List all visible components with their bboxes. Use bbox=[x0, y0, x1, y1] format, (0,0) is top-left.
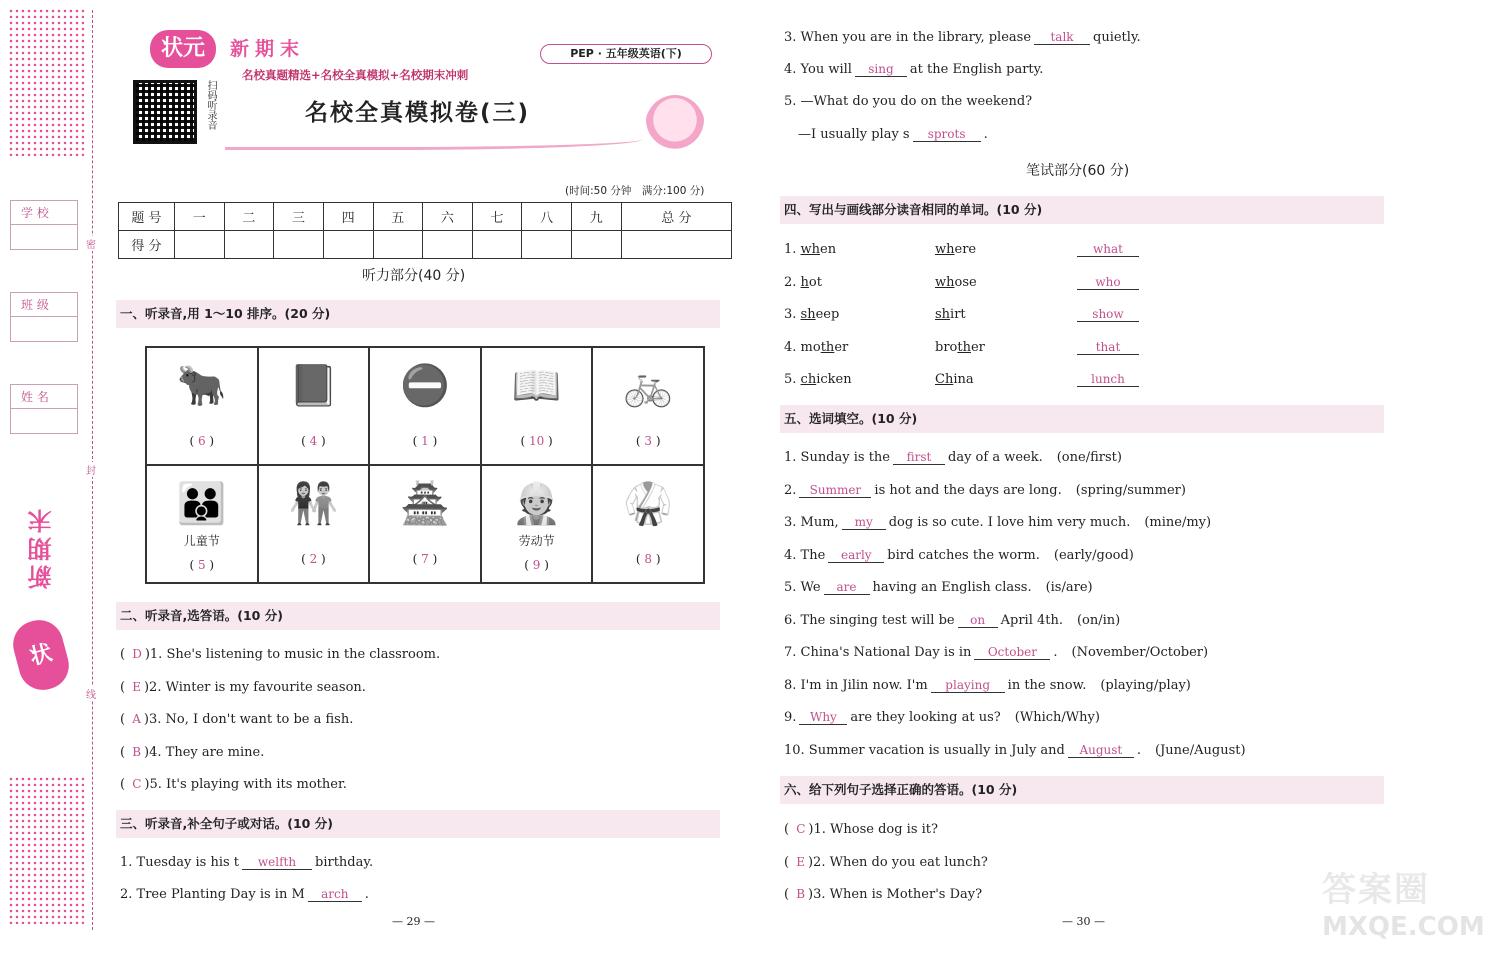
underlined-part: wh bbox=[800, 242, 821, 257]
underlined-part: th bbox=[820, 339, 835, 355]
word-choice-row bbox=[784, 515, 1211, 530]
choice-text: )3. No, I don't want to be a fish. bbox=[143, 712, 354, 727]
tiananmen-icon: 🏯 bbox=[400, 481, 450, 527]
underlined-part: Ch bbox=[935, 372, 954, 387]
sentence-text: bird catches the worm. bbox=[887, 547, 1040, 563]
picture-answer[interactable]: ( 5 ) bbox=[189, 558, 215, 572]
word-options: (November/October) bbox=[1071, 645, 1209, 660]
choice-text: )3. When is Mother's Day? bbox=[808, 887, 983, 902]
fill-blank[interactable]: sing bbox=[855, 62, 907, 77]
sentence-text: are they looking at us? bbox=[850, 710, 1001, 725]
choice-answer[interactable]: C bbox=[796, 822, 806, 836]
picture-answer-value: 2 bbox=[309, 552, 318, 566]
word-blank[interactable]: early bbox=[828, 548, 884, 563]
choice-row: ( A )3. No, I don't want to be a fish. bbox=[120, 712, 354, 727]
fill-blank[interactable]: arch bbox=[308, 887, 362, 902]
fill-blank[interactable]: welfth bbox=[242, 855, 312, 870]
score-cell: 九 bbox=[572, 203, 622, 231]
phonics-word bbox=[935, 372, 974, 387]
score-cell: 六 bbox=[423, 203, 473, 231]
listening-title: 听力部分(40 分) bbox=[362, 268, 466, 284]
picture-cell bbox=[481, 347, 593, 465]
picture-answer[interactable]: ( 4 ) bbox=[301, 434, 326, 448]
sentence-text: having an English class. bbox=[872, 580, 1032, 595]
word-blank[interactable]: on bbox=[958, 613, 998, 628]
score-input[interactable] bbox=[472, 231, 522, 259]
phonics-answer[interactable]: that bbox=[1077, 340, 1139, 355]
sentence-text: . bbox=[1136, 742, 1142, 758]
word-blank[interactable]: my bbox=[842, 515, 886, 530]
score-input[interactable] bbox=[522, 231, 572, 259]
choice-row: ( B )3. When is Mother's Day? bbox=[784, 887, 983, 902]
phonics-answer[interactable]: what bbox=[1077, 242, 1139, 257]
workers-icon: 👷 bbox=[511, 481, 562, 527]
fill-row bbox=[784, 94, 1032, 109]
picture-label: 儿童节 bbox=[183, 534, 220, 548]
picture-answer-value: 6 bbox=[197, 434, 206, 448]
word-blank[interactable]: October bbox=[974, 645, 1050, 660]
vertical-brand: 新期末 bbox=[28, 505, 56, 589]
picture-answer[interactable]: ( 1 ) bbox=[412, 434, 438, 448]
picture-answer[interactable]: ( 2 ) bbox=[301, 552, 326, 566]
score-input[interactable] bbox=[224, 231, 274, 259]
picture-answer[interactable]: ( 7 ) bbox=[412, 552, 438, 566]
phonics-answer[interactable]: lunch bbox=[1077, 372, 1139, 387]
phonics-word bbox=[935, 307, 966, 322]
word-options: (spring/summer) bbox=[1075, 482, 1186, 498]
fill-text: 5. —What do you do on the weekend? bbox=[784, 94, 1033, 109]
title-underline bbox=[225, 132, 643, 150]
picture-answer[interactable]: ( 3 ) bbox=[635, 434, 661, 448]
sentence-text: 2. bbox=[784, 482, 797, 498]
score-label: 得 分 bbox=[119, 231, 175, 259]
taichi-icon: 🥋 bbox=[623, 481, 674, 527]
picture-grid bbox=[145, 346, 705, 584]
score-cell: 一 bbox=[175, 203, 225, 231]
choice-text: )2. Winter is my favourite season. bbox=[143, 679, 366, 695]
choice-text: )1. Whose dog is it? bbox=[808, 822, 938, 837]
picture-label: 劳动节 bbox=[518, 534, 555, 548]
school-box[interactable] bbox=[10, 200, 78, 250]
picture-answer-value: 3 bbox=[644, 434, 652, 448]
word-blank[interactable]: playing bbox=[931, 678, 1005, 693]
phonics-answer[interactable]: show bbox=[1077, 307, 1139, 322]
fill-blank[interactable]: sprots bbox=[913, 127, 981, 142]
sentence-text: . bbox=[1053, 645, 1058, 660]
mascot-icon bbox=[645, 95, 705, 157]
name-label: 姓 名 bbox=[11, 385, 77, 409]
margin-dots-bottom bbox=[8, 776, 84, 924]
picture-answer[interactable]: ( 10 ) bbox=[520, 434, 553, 448]
score-cell: 题 号 bbox=[119, 203, 175, 231]
sentence-text: 7. China's National Day is in bbox=[784, 645, 972, 660]
item-number: 1. bbox=[784, 242, 797, 257]
word-part: bro bbox=[935, 339, 958, 355]
phonics-answer[interactable]: who bbox=[1077, 275, 1139, 290]
picture-cell bbox=[258, 465, 370, 583]
choice-row: ( B )4. They are mine. bbox=[120, 744, 265, 760]
picture-answer-value: 5 bbox=[197, 558, 206, 572]
word-options: (one/first) bbox=[1056, 450, 1122, 465]
school-label: 学 校 bbox=[11, 201, 77, 225]
time-info: (时间:50 分钟 满分:100 分) bbox=[565, 185, 705, 197]
choice-answer[interactable]: D bbox=[132, 647, 142, 661]
choice-answer[interactable]: B bbox=[796, 887, 806, 901]
fill-text: 2. Tree Planting Day is in M bbox=[120, 887, 305, 902]
score-input[interactable] bbox=[323, 231, 373, 259]
picture-answer-value: 10 bbox=[528, 434, 545, 448]
picture-answer[interactable]: ( 9 ) bbox=[524, 558, 549, 572]
word-blank[interactable]: Why bbox=[799, 710, 847, 725]
score-table-input-row bbox=[119, 231, 732, 259]
slogan: 名校真题精选+名校全真模拟+名校期末冲刺 bbox=[242, 68, 469, 82]
underlined-part: wh bbox=[935, 274, 955, 290]
score-cell: 八 bbox=[522, 203, 572, 231]
word-part: ere bbox=[954, 242, 977, 257]
underlined-part: sh bbox=[935, 307, 951, 322]
name-box[interactable] bbox=[10, 384, 78, 434]
fill-text: 4. You will bbox=[784, 62, 852, 77]
cut-mark-3: 线 bbox=[86, 686, 96, 701]
no-uturn-sign-icon: ⛔ bbox=[400, 363, 450, 409]
sentence-text: in the snow. bbox=[1007, 677, 1087, 693]
score-input[interactable] bbox=[175, 231, 225, 259]
picture-cell bbox=[369, 347, 481, 465]
parents-icon: 👫 bbox=[288, 481, 339, 527]
page-number-right: — 30 — bbox=[1062, 915, 1105, 928]
score-table bbox=[118, 202, 732, 259]
sentence-text: 3. Mum, bbox=[784, 515, 839, 530]
fill-row bbox=[784, 62, 1043, 77]
score-input[interactable] bbox=[274, 231, 324, 259]
word-blank[interactable]: first bbox=[893, 450, 945, 465]
section-4-header: 四、写出与画线部分读音相同的单词。(10 分) bbox=[780, 196, 1384, 224]
section-2-header: 二、听录音,选答语。(10 分) bbox=[116, 602, 720, 630]
section-5-header: 五、选词填空。(10 分) bbox=[780, 405, 1384, 433]
class-label: 班 级 bbox=[11, 293, 77, 317]
phonics-answer-row bbox=[1074, 372, 1142, 387]
section-6-header: 六、给下列句子选择正确的答语。(10 分) bbox=[780, 776, 1384, 804]
ox-icon: 🐂 bbox=[176, 363, 227, 409]
word-choice-row bbox=[784, 710, 1100, 725]
picture-answer-value: 1 bbox=[421, 434, 429, 448]
phonics-answer-row bbox=[1074, 340, 1142, 355]
underlined-part: th bbox=[957, 339, 971, 355]
section-1-header: 一、听录音,用 1～10 排序。(20 分) bbox=[116, 300, 720, 328]
series-name: 新期末 bbox=[230, 38, 306, 60]
cut-mark-1: 密 bbox=[86, 236, 96, 251]
sentence-text: April 4th. bbox=[1000, 612, 1063, 628]
fill-text: —I usually play s bbox=[798, 127, 910, 142]
word-part: eep bbox=[815, 307, 840, 322]
score-cell: 七 bbox=[472, 203, 522, 231]
score-cell: 总 分 bbox=[621, 203, 731, 231]
word-choice-row bbox=[784, 450, 1122, 465]
fill-text: 3. When you are in the library, please bbox=[784, 30, 1032, 45]
fill-row bbox=[784, 30, 1141, 45]
sentence-text: is hot and the days are long. bbox=[874, 482, 1062, 498]
choice-row: ( C )5. It's playing with its mother. bbox=[120, 777, 347, 792]
sentence-text: 8. I'm in Jilin now. I'm bbox=[784, 677, 928, 693]
class-box[interactable] bbox=[10, 292, 78, 342]
choice-text: )5. It's playing with its mother. bbox=[144, 777, 347, 792]
phonics-word bbox=[935, 340, 985, 355]
word-choice-row bbox=[784, 678, 1191, 693]
word-blank[interactable]: are bbox=[824, 580, 870, 595]
picture-cell bbox=[369, 465, 481, 583]
phonics-word bbox=[935, 242, 976, 257]
word-choice-row bbox=[784, 580, 1093, 595]
picture-answer[interactable]: ( 8 ) bbox=[635, 552, 661, 566]
scan-label: 扫码听录音 bbox=[205, 80, 216, 130]
sentence-text: 6. The singing test will be bbox=[784, 612, 955, 628]
fill-text: . bbox=[364, 887, 369, 902]
choice-text: )2. When do you eat lunch? bbox=[807, 854, 988, 870]
sentence-text: 9. bbox=[784, 710, 797, 725]
word-choice-row bbox=[784, 645, 1208, 660]
score-input[interactable] bbox=[621, 231, 731, 259]
score-input[interactable] bbox=[572, 231, 622, 259]
fill-blank[interactable]: talk bbox=[1034, 30, 1090, 45]
word-part: ose bbox=[954, 274, 977, 290]
qr-code-icon[interactable] bbox=[133, 80, 197, 144]
word-options: (playing/play) bbox=[1100, 677, 1191, 693]
choice-row: ( E )2. Winter is my favourite season. bbox=[120, 679, 366, 695]
fill-text: . bbox=[983, 127, 988, 142]
reading-girl-icon: 📖 bbox=[511, 363, 562, 409]
word-choice-row bbox=[784, 743, 1246, 758]
score-input[interactable] bbox=[373, 231, 423, 259]
phonics-word bbox=[784, 242, 836, 257]
choice-answer[interactable]: E bbox=[132, 679, 141, 694]
word-choice-row bbox=[784, 548, 1134, 563]
picture-answer-value: 4 bbox=[309, 434, 318, 448]
choice-answer[interactable]: B bbox=[132, 744, 142, 759]
edition-badge: PEP · 五年级英语(下) bbox=[540, 44, 712, 64]
sentence-text: 4. The bbox=[784, 547, 826, 563]
underlined-part: sh bbox=[800, 307, 816, 322]
phonics-answer-row bbox=[1074, 307, 1142, 322]
choice-text: )4. They are mine. bbox=[144, 744, 265, 760]
item-number: 5. bbox=[784, 372, 797, 387]
word-options: (June/August) bbox=[1155, 742, 1246, 758]
fill-text: birthday. bbox=[315, 855, 374, 870]
watermark-top: 答案圈 bbox=[1322, 870, 1430, 910]
sentence-text: dog is so cute. I love him very much. bbox=[888, 515, 1131, 530]
picture-answer-value: 7 bbox=[421, 552, 429, 566]
choice-row: ( E )2. When do you eat lunch? bbox=[784, 854, 988, 870]
word-part: en bbox=[820, 242, 837, 257]
choice-answer[interactable]: C bbox=[132, 777, 142, 791]
phonics-word bbox=[935, 275, 977, 290]
word-part: icken bbox=[816, 372, 852, 387]
fill-row bbox=[798, 127, 988, 142]
choice-row: ( D )1. She's listening to music in the classroom. bbox=[120, 647, 441, 662]
word-options: (mine/my) bbox=[1144, 515, 1212, 530]
word-options: (Which/Why) bbox=[1014, 710, 1100, 725]
sentence-text: 10. Summer vacation is usually in July and bbox=[784, 742, 1065, 758]
choice-row: ( C )1. Whose dog is it? bbox=[784, 822, 938, 837]
word-part: er bbox=[834, 339, 849, 355]
section-3-header: 三、听录音,补全句子或对话。(10 分) bbox=[116, 810, 720, 838]
underlined-part: ch bbox=[800, 372, 817, 387]
page-number-left: — 29 — bbox=[392, 915, 435, 928]
word-options: (on/in) bbox=[1076, 612, 1121, 628]
picture-cell bbox=[258, 347, 370, 465]
picture-answer[interactable]: ( 6 ) bbox=[189, 434, 215, 448]
writing-title: 笔试部分(60 分) bbox=[1026, 163, 1130, 179]
word-blank[interactable]: Summer bbox=[799, 483, 871, 498]
word-options: (early/good) bbox=[1053, 547, 1134, 563]
picture-answer-value: 8 bbox=[644, 552, 652, 566]
cut-mark-2: 封 bbox=[86, 462, 96, 477]
phonics-word bbox=[784, 372, 852, 387]
fill-text: at the English party. bbox=[909, 62, 1044, 77]
score-input[interactable] bbox=[423, 231, 473, 259]
choice-answer[interactable]: A bbox=[132, 712, 141, 726]
picture-cell bbox=[146, 465, 258, 583]
score-cell: 五 bbox=[373, 203, 423, 231]
watermark-bottom: MXQE.COM bbox=[1322, 912, 1485, 942]
underlined-part: h bbox=[800, 274, 809, 290]
word-choice-row bbox=[784, 483, 1186, 498]
english-book-icon: 📕 bbox=[288, 363, 339, 409]
word-choice-row bbox=[784, 613, 1120, 628]
word-part: irt bbox=[950, 307, 966, 322]
sentence-text: 5. We bbox=[784, 580, 821, 595]
choice-text: )1. She's listening to music in the classroom. bbox=[144, 647, 441, 662]
phonics-word bbox=[784, 307, 839, 322]
underlined-part: wh bbox=[935, 242, 955, 257]
fill-row bbox=[120, 855, 373, 870]
fill-text: quietly. bbox=[1093, 30, 1141, 45]
phonics-word bbox=[784, 275, 822, 290]
score-cell: 二 bbox=[224, 203, 274, 231]
phonics-answer-row bbox=[1074, 275, 1142, 290]
children-group-icon: 👪 bbox=[176, 481, 227, 527]
page-title: 名校全真模拟卷(三) bbox=[305, 100, 531, 126]
fill-row bbox=[120, 887, 369, 902]
score-cell: 三 bbox=[274, 203, 324, 231]
item-number: 4. bbox=[784, 339, 797, 355]
sentence-text: 1. Sunday is the bbox=[784, 450, 890, 465]
margin-dots-top bbox=[8, 8, 84, 156]
picture-cell bbox=[481, 465, 593, 583]
picture-cell bbox=[146, 347, 258, 465]
word-options: (is/are) bbox=[1045, 580, 1093, 595]
score-cell: 四 bbox=[323, 203, 373, 231]
item-number: 2. bbox=[784, 274, 797, 290]
picture-answer-value: 9 bbox=[532, 558, 541, 572]
logo: 状元 bbox=[150, 30, 216, 68]
word-part: mo bbox=[800, 339, 821, 355]
brand-badge-icon: 状 bbox=[8, 615, 74, 696]
sentence-text: day of a week. bbox=[948, 450, 1043, 465]
choice-answer[interactable]: E bbox=[796, 854, 805, 869]
word-part: ot bbox=[808, 274, 822, 290]
score-table-header-row bbox=[119, 203, 732, 231]
word-part: ina bbox=[953, 372, 974, 387]
word-blank[interactable]: August bbox=[1068, 743, 1134, 758]
phonics-word bbox=[784, 340, 848, 355]
picture-cell bbox=[592, 465, 704, 583]
fill-text: 1. Tuesday is his t bbox=[120, 855, 240, 870]
word-part: er bbox=[970, 339, 985, 355]
phonics-answer-row bbox=[1074, 242, 1142, 257]
item-number: 3. bbox=[784, 307, 797, 322]
picture-cell bbox=[592, 347, 704, 465]
cyclist-icon: 🚲 bbox=[623, 363, 674, 409]
